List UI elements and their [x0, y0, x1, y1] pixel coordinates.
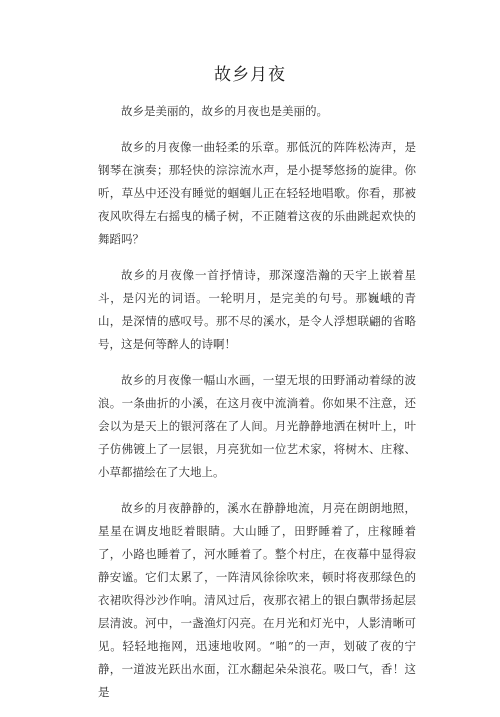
document-body	[98, 100, 416, 717]
paragraph: 故乡的月夜像一首抒情诗，那深邃浩瀚的天宇上嵌着星斗，是闪光的词语。一轮明月，是完美的句号。那巍峨的青山，是深情的感叹号。那不尽的溪水，是令人浮想联翩的省略号，这是何等醉人的诗啊！	[98, 268, 416, 351]
paragraph: 故乡的月夜静静的，溪水在静静地流，月亮在朗朗地照，星星在调皮地眨着眼睛。大山睡了，田野睡着了，庄稼睡着了，小路也睡着了，河水睡着了。整个村庄，在夜幕中显得寂静安谧。它们太累了，一阵清风徐徐吹来，顿时将夜那绿色的衣裙吹得沙沙作响。清风过后，夜那衣裙上的银白飘带扬起层层清波。河中，一盏渔灯闪亮。在月光和灯光中，人影清晰可见。轻轻地拖网，迅速地收网。“啪”的一声，划破了夜的宁静，一道波光跃出水面，江水翻起朵朵浪花。吸口气，香！这是	[98, 501, 416, 699]
paragraph: 故乡是美丽的，故乡的月夜也是美丽的。	[121, 104, 328, 118]
paragraph: 故乡的月夜像一幅山水画，一望无垠的田野涌动着绿的波浪。一条曲折的小溪，在这月夜中流淌着。你如果不注意，还会以为是天上的银河落在了人间。月光静静地洒在树叶上，叶子仿佛镀上了一层银，月亮犹如一位艺术家，将树木、庄稼、小草都描绘在了大地上。	[98, 373, 416, 479]
document-title: 故乡月夜	[214, 65, 286, 85]
paragraph: 故乡的月夜像一曲轻柔的乐章。那低沉的阵阵松涛声，是钢琴在演奏；那轻快的淙淙流水声，是小提琴悠扬的旋律。你听，草丛中还没有睡觉的蝈蝈儿正在轻轻地唱歌。你看，那被夜风吹得左右摇曳的橘子树，不正随着这夜的乐曲跳起欢快的舞蹈吗？	[98, 140, 416, 246]
